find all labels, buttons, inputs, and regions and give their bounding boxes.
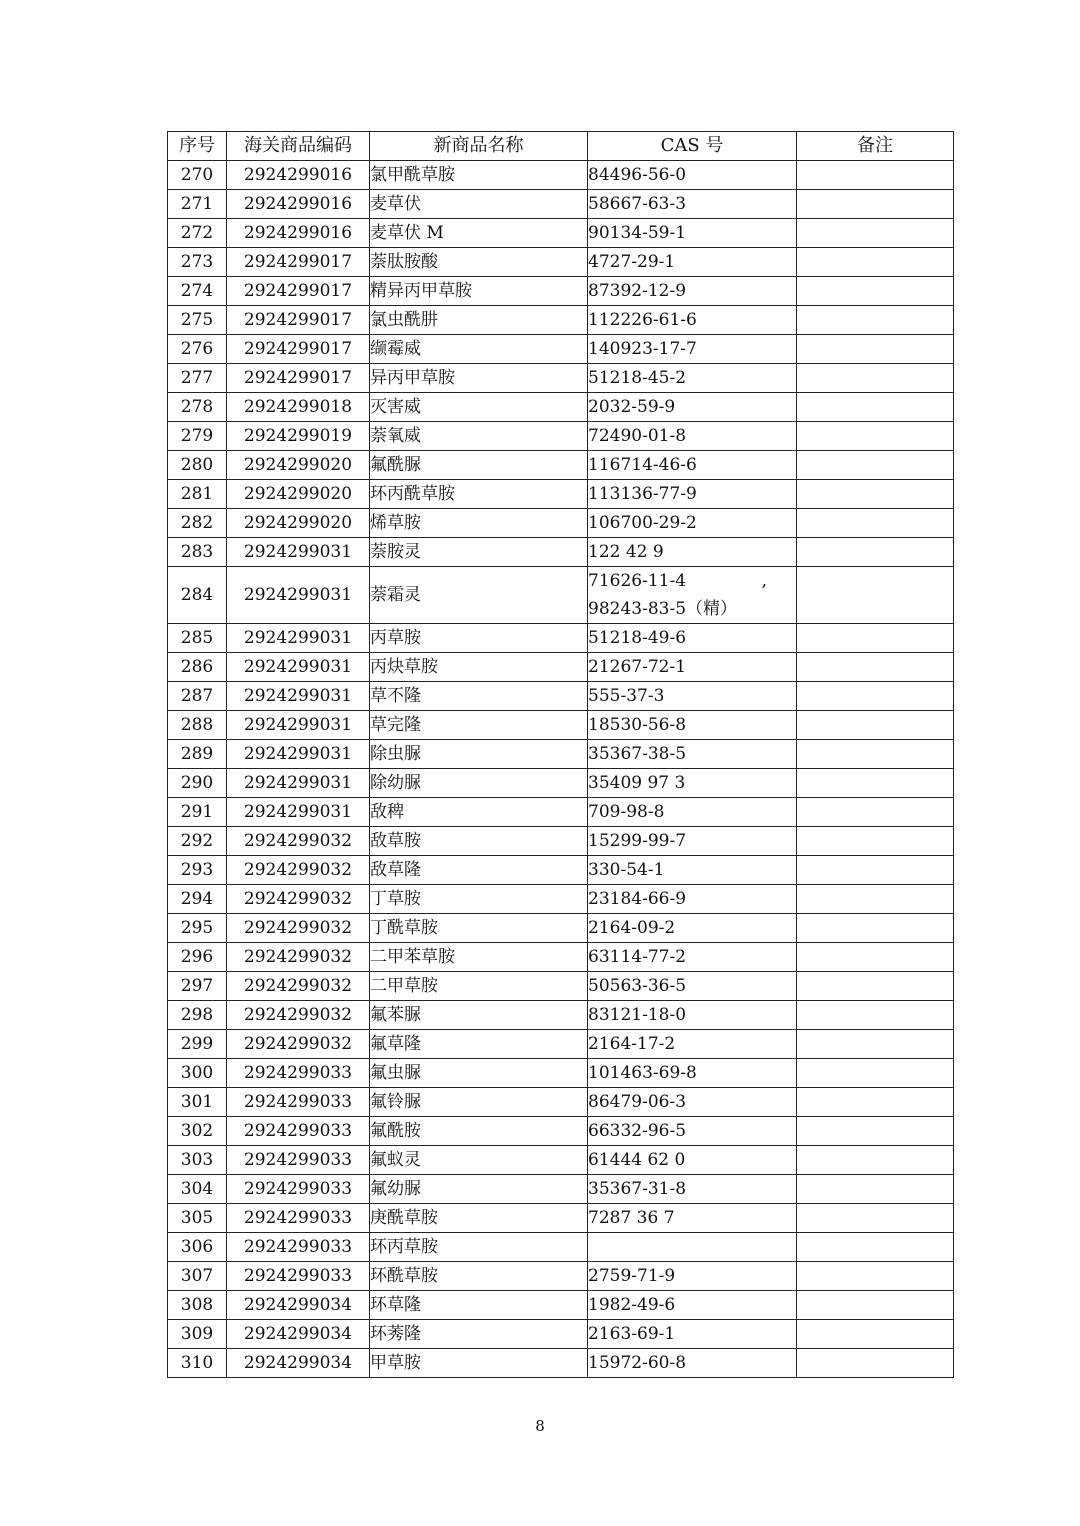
customs-code-cell: 2924299032 [227,885,370,914]
serial-no-cell: 287 [168,682,227,711]
remarks-cell [797,653,954,682]
product-name-cell: 氯虫酰肼 [370,306,588,335]
cas-number-cell: 15972-60-8 [588,1349,797,1378]
remarks-cell [797,798,954,827]
product-name-cell: 氟虫脲 [370,1059,588,1088]
customs-code-cell: 2924299031 [227,624,370,653]
chemical-catalog-table [167,131,954,1378]
serial-no-cell: 290 [168,769,227,798]
remarks-cell [797,1291,954,1320]
cas-number-cell: 116714-46-6 [588,451,797,480]
product-name-cell: 丙炔草胺 [370,653,588,682]
serial-no-cell: 302 [168,1117,227,1146]
serial-no-cell: 297 [168,972,227,1001]
remarks-cell [797,1117,954,1146]
cas-number-cell: 58667-63-3 [588,190,797,219]
product-name-cell: 环丙酰草胺 [370,480,588,509]
customs-code-cell: 2924299017 [227,248,370,277]
table-row [168,624,954,653]
product-name-cell: 环草隆 [370,1291,588,1320]
table-row [168,1030,954,1059]
serial-no-cell: 281 [168,480,227,509]
table-row [168,1291,954,1320]
customs-code-cell: 2924299032 [227,827,370,856]
product-name-cell: 除幼脲 [370,769,588,798]
table-row [168,1117,954,1146]
product-name-cell: 丁草胺 [370,885,588,914]
cas-number-cell: 140923-17-7 [588,335,797,364]
remarks-cell [797,538,954,567]
table-row [168,943,954,972]
serial-no-cell: 284 [168,567,227,624]
serial-no-cell: 299 [168,1030,227,1059]
customs-code-cell: 2924299017 [227,364,370,393]
remarks-cell [797,422,954,451]
cas-number-cell: 106700-29-2 [588,509,797,538]
serial-no-cell: 283 [168,538,227,567]
cas-number-cell: 61444 62 0 [588,1146,797,1175]
remarks-cell [797,161,954,190]
customs-code-cell: 2924299020 [227,509,370,538]
cas-number-cell: 101463-69-8 [588,1059,797,1088]
remarks-cell [797,1262,954,1291]
customs-code-cell: 2924299033 [227,1146,370,1175]
customs-code-cell: 2924299033 [227,1262,370,1291]
serial-no-cell: 275 [168,306,227,335]
table-row [168,364,954,393]
product-name-cell: 丙草胺 [370,624,588,653]
remarks-cell [797,1320,954,1349]
table-header [168,132,954,161]
cas-number-cell: 51218-49-6 [588,624,797,653]
table-row [168,972,954,1001]
table-row [168,335,954,364]
customs-code-cell: 2924299016 [227,190,370,219]
serial-no-cell: 295 [168,914,227,943]
cas-number-cell: 7287 36 7 [588,1204,797,1233]
remarks-cell [797,740,954,769]
cas-number-cell: 1982-49-6 [588,1291,797,1320]
customs-code-cell: 2924299033 [227,1117,370,1146]
product-name-cell: 麦草伏 M [370,219,588,248]
customs-code-cell: 2924299017 [227,335,370,364]
remarks-cell [797,624,954,653]
customs-code-cell: 2924299016 [227,161,370,190]
header-serial-no: 序号 [168,132,227,161]
header-remarks: 备注 [797,132,954,161]
table-row [168,1146,954,1175]
table-row [168,1001,954,1030]
product-name-cell: 敌稗 [370,798,588,827]
cas-number-cell: 2163-69-1 [588,1320,797,1349]
customs-code-cell: 2924299032 [227,856,370,885]
product-name-cell: 丁酰草胺 [370,914,588,943]
remarks-cell [797,1146,954,1175]
remarks-cell [797,972,954,1001]
table-row [168,306,954,335]
customs-code-cell: 2924299034 [227,1349,370,1378]
cas-number-cell: 2164-17-2 [588,1030,797,1059]
product-name-cell: 萘氧威 [370,422,588,451]
table-row [168,567,954,624]
customs-code-cell: 2924299019 [227,422,370,451]
cas-number-cell: 23184-66-9 [588,885,797,914]
customs-code-cell: 2924299033 [227,1233,370,1262]
table-row [168,682,954,711]
product-name-cell: 二甲苯草胺 [370,943,588,972]
customs-code-cell: 2924299032 [227,972,370,1001]
remarks-cell [797,1059,954,1088]
header-customs-code: 海关商品编码 [227,132,370,161]
customs-code-cell: 2924299033 [227,1175,370,1204]
customs-code-cell: 2924299034 [227,1320,370,1349]
table-row [168,393,954,422]
product-name-cell: 麦草伏 [370,190,588,219]
remarks-cell [797,306,954,335]
product-name-cell: 庚酰草胺 [370,1204,588,1233]
remarks-cell [797,914,954,943]
remarks-cell [797,451,954,480]
cas-number-cell: 87392-12-9 [588,277,797,306]
table-row [168,798,954,827]
table-row [168,769,954,798]
table-row [168,914,954,943]
cas-number-cell: 86479-06-3 [588,1088,797,1117]
remarks-cell [797,364,954,393]
remarks-cell [797,219,954,248]
table-row [168,1233,954,1262]
product-name-cell: 二甲草胺 [370,972,588,1001]
customs-code-cell: 2924299031 [227,653,370,682]
table-row [168,219,954,248]
header-product-name: 新商品名称 [370,132,588,161]
product-name-cell: 环酰草胺 [370,1262,588,1291]
serial-no-cell: 278 [168,393,227,422]
table-row [168,1204,954,1233]
product-name-cell: 异丙甲草胺 [370,364,588,393]
cas-number-cell: 72490-01-8 [588,422,797,451]
product-name-cell: 草不隆 [370,682,588,711]
cas-number-cell: 35367-38-5 [588,740,797,769]
table-body [168,161,954,1378]
remarks-cell [797,567,954,624]
cas-number-cell: 66332-96-5 [588,1117,797,1146]
serial-no-cell: 289 [168,740,227,769]
remarks-cell [797,190,954,219]
remarks-cell [797,480,954,509]
remarks-cell [797,827,954,856]
product-name-cell: 草完隆 [370,711,588,740]
customs-code-cell: 2924299020 [227,451,370,480]
customs-code-cell: 2924299032 [227,943,370,972]
serial-no-cell: 279 [168,422,227,451]
cas-number-cell: 35367-31-8 [588,1175,797,1204]
table-row [168,538,954,567]
serial-no-cell: 298 [168,1001,227,1030]
table-row [168,480,954,509]
customs-code-cell: 2924299032 [227,914,370,943]
serial-no-cell: 310 [168,1349,227,1378]
serial-no-cell: 271 [168,190,227,219]
product-name-cell: 敌草胺 [370,827,588,856]
remarks-cell [797,711,954,740]
customs-code-cell: 2924299033 [227,1059,370,1088]
serial-no-cell: 305 [168,1204,227,1233]
table-row [168,190,954,219]
table-row [168,711,954,740]
product-name-cell: 环莠隆 [370,1320,588,1349]
table-row [168,653,954,682]
remarks-cell [797,1204,954,1233]
product-name-cell: 缬霉威 [370,335,588,364]
serial-no-cell: 296 [168,943,227,972]
table-row [168,161,954,190]
customs-code-cell: 2924299033 [227,1088,370,1117]
product-name-cell: 敌草隆 [370,856,588,885]
cas-number-cell: 4727-29-1 [588,248,797,277]
serial-no-cell: 300 [168,1059,227,1088]
product-name-cell: 环丙草胺 [370,1233,588,1262]
cas-number-cell: 113136-77-9 [588,480,797,509]
product-name-cell: 烯草胺 [370,509,588,538]
cas-number-cell: 18530-56-8 [588,711,797,740]
product-name-cell: 灭害威 [370,393,588,422]
table-row [168,827,954,856]
remarks-cell [797,769,954,798]
remarks-cell [797,1233,954,1262]
page-number: 8 [535,1417,545,1435]
table-row [168,856,954,885]
serial-no-cell: 304 [168,1175,227,1204]
remarks-cell [797,1088,954,1117]
table-row [168,1262,954,1291]
cas-number-cell: 21267-72-1 [588,653,797,682]
cas-number-cell: 2759-71-9 [588,1262,797,1291]
customs-code-cell: 2924299031 [227,740,370,769]
cas-number-cell: 2032-59-9 [588,393,797,422]
customs-code-cell: 2924299031 [227,798,370,827]
product-name-cell: 氟蚁灵 [370,1146,588,1175]
cas-number-cell [588,1233,797,1262]
product-name-cell: 甲草胺 [370,1349,588,1378]
customs-code-cell: 2924299018 [227,393,370,422]
remarks-cell [797,1001,954,1030]
remarks-cell [797,335,954,364]
serial-no-cell: 294 [168,885,227,914]
cas-number-cell [588,567,797,624]
product-name-cell: 氟铃脲 [370,1088,588,1117]
cas-number-cell: 2164-09-2 [588,914,797,943]
customs-code-cell: 2924299031 [227,682,370,711]
product-name-cell: 氟草隆 [370,1030,588,1059]
remarks-cell [797,682,954,711]
serial-no-cell: 288 [168,711,227,740]
serial-no-cell: 307 [168,1262,227,1291]
table-row [168,248,954,277]
serial-no-cell: 285 [168,624,227,653]
table-row [168,1320,954,1349]
product-name-cell: 萘霜灵 [370,567,588,624]
serial-no-cell: 309 [168,1320,227,1349]
customs-code-cell: 2924299033 [227,1204,370,1233]
remarks-cell [797,509,954,538]
remarks-cell [797,1175,954,1204]
table-row [168,885,954,914]
cas-number-cell: 35409 97 3 [588,769,797,798]
table-row [168,277,954,306]
cas-number-cell: 555-37-3 [588,682,797,711]
remarks-cell [797,393,954,422]
serial-no-cell: 286 [168,653,227,682]
customs-code-cell: 2924299034 [227,1291,370,1320]
serial-no-cell: 274 [168,277,227,306]
table-row [168,1088,954,1117]
product-name-cell: 萘肽胺酸 [370,248,588,277]
cas-number-cell: 83121-18-0 [588,1001,797,1030]
customs-code-cell: 2924299017 [227,306,370,335]
cas-number-cell: 90134-59-1 [588,219,797,248]
product-name-cell: 精异丙甲草胺 [370,277,588,306]
product-name-cell: 氟幼脲 [370,1175,588,1204]
serial-no-cell: 273 [168,248,227,277]
customs-code-cell: 2924299031 [227,567,370,624]
cas-number-cell: 50563-36-5 [588,972,797,1001]
product-name-cell: 除虫脲 [370,740,588,769]
customs-code-cell: 2924299020 [227,480,370,509]
serial-no-cell: 303 [168,1146,227,1175]
remarks-cell [797,1030,954,1059]
table-row [168,509,954,538]
table-row [168,422,954,451]
table-row [168,1349,954,1378]
remarks-cell [797,943,954,972]
customs-code-cell: 2924299032 [227,1030,370,1059]
product-name-cell: 萘胺灵 [370,538,588,567]
table-row [168,1175,954,1204]
serial-no-cell: 276 [168,335,227,364]
remarks-cell [797,277,954,306]
customs-code-cell: 2924299031 [227,769,370,798]
serial-no-cell: 282 [168,509,227,538]
serial-no-cell: 277 [168,364,227,393]
cas-number-text: 71626-11-4 , 98243-83-5（精） [588,571,768,619]
cas-number-cell: 84496-56-0 [588,161,797,190]
serial-no-cell: 301 [168,1088,227,1117]
serial-no-cell: 308 [168,1291,227,1320]
product-name-cell: 氯甲酰草胺 [370,161,588,190]
serial-no-cell: 292 [168,827,227,856]
serial-no-cell: 291 [168,798,227,827]
cas-number-cell: 51218-45-2 [588,364,797,393]
cas-number-cell: 15299-99-7 [588,827,797,856]
product-name-cell: 氟苯脲 [370,1001,588,1030]
product-name-cell: 氟酰胺 [370,1117,588,1146]
serial-no-cell: 272 [168,219,227,248]
remarks-cell [797,248,954,277]
serial-no-cell: 293 [168,856,227,885]
customs-code-cell: 2924299032 [227,1001,370,1030]
cas-number-cell: 63114-77-2 [588,943,797,972]
table-row [168,451,954,480]
table-row [168,740,954,769]
remarks-cell [797,1349,954,1378]
header-row [168,132,954,161]
cas-number-cell: 709-98-8 [588,798,797,827]
customs-code-cell: 2924299016 [227,219,370,248]
customs-code-cell: 2924299031 [227,711,370,740]
serial-no-cell: 280 [168,451,227,480]
customs-code-cell: 2924299017 [227,277,370,306]
cas-number-cell: 122 42 9 [588,538,797,567]
cas-number-cell: 330-54-1 [588,856,797,885]
header-cas-number: CAS 号 [588,132,797,161]
remarks-cell [797,856,954,885]
remarks-cell [797,885,954,914]
serial-no-cell: 270 [168,161,227,190]
product-name-cell: 氟酰脲 [370,451,588,480]
table-row [168,1059,954,1088]
customs-code-cell: 2924299031 [227,538,370,567]
serial-no-cell: 306 [168,1233,227,1262]
cas-number-cell: 112226-61-6 [588,306,797,335]
